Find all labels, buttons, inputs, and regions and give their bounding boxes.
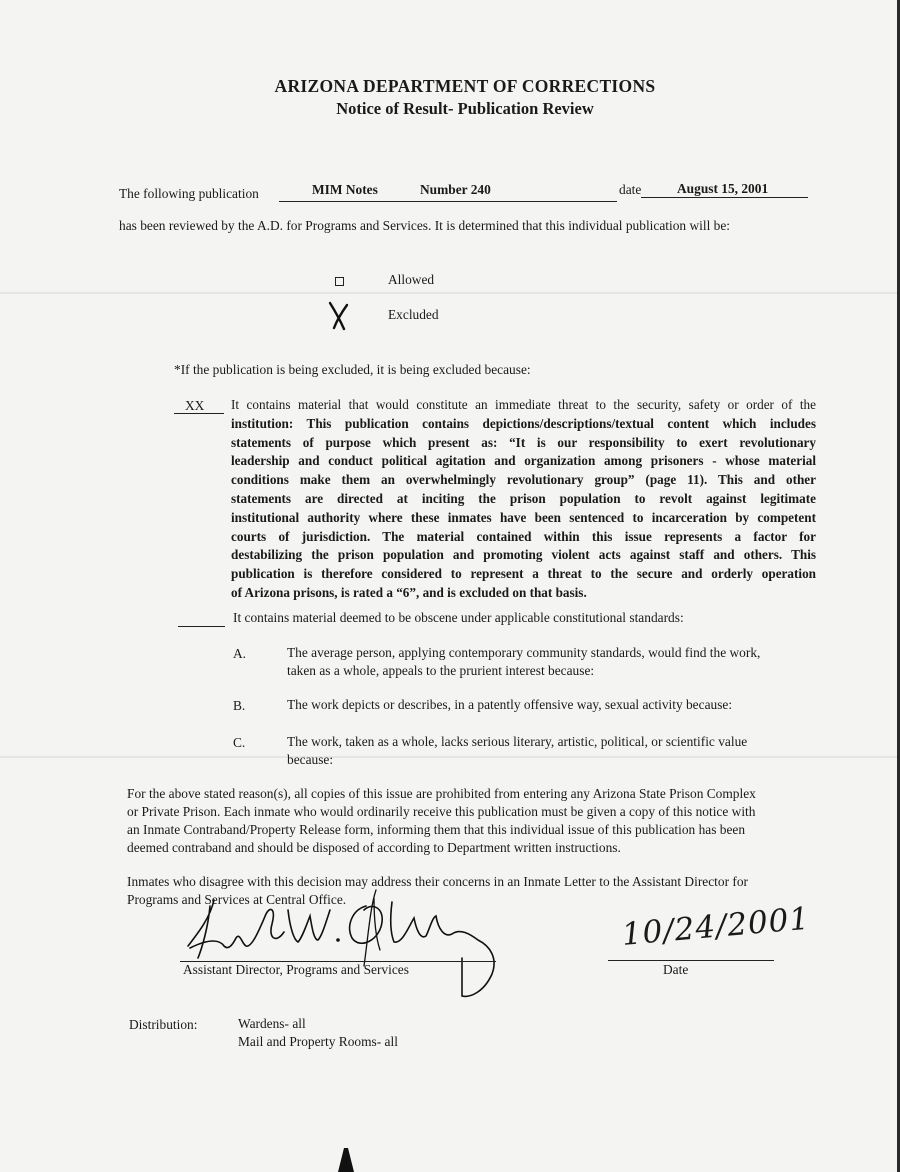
publication-lead: The following publication <box>119 186 259 201</box>
date-label: date <box>619 182 642 197</box>
allowed-label: Allowed <box>388 272 435 287</box>
item-c-line: The work, taken as a whole, lacks serious literary, artistic, political, or scientific value <box>287 734 748 749</box>
reason1-paragraph <box>231 396 816 603</box>
punch-mark <box>336 1146 356 1172</box>
prohibition-line: deemed contraband and should be disposed of according to Department written instructions. <box>127 840 621 855</box>
reason1-line: destabilizing the prison population and promoting violent acts against staff and others. This <box>231 547 816 563</box>
date-underline <box>641 197 808 198</box>
reason1-line: It contains material that would constitute an immediate threat to the security, safety or order of the <box>231 397 816 412</box>
item-b-letter: B. <box>233 698 246 713</box>
distribution-recipient: Wardens- all <box>238 1016 306 1031</box>
item-a-letter: A. <box>233 646 247 661</box>
item-c-letter: C. <box>233 735 246 750</box>
publication-date: August 15, 2001 <box>677 181 769 196</box>
signer-title: Assistant Director, Programs and Services <box>183 962 409 977</box>
reason1-mark: XX <box>185 398 205 413</box>
reason1-line: of Arizona prisons, is rated a “6”, and is excluded on that basis. <box>231 584 587 600</box>
exclusion-intro: *If the publication is being excluded, it is being excluded because: <box>174 362 531 377</box>
reason1-line: statements of purpose which present as: “It is our responsibility to exert revolutionary <box>231 434 816 450</box>
publication-name: MIM Notes <box>312 182 378 197</box>
reason1-line: leadership and conduct political agitation and organization among prisoners - whose material <box>231 453 816 469</box>
prohibition-line: For the above stated reason(s), all copies of this issue are prohibited from entering any Arizona State Prison Complex <box>127 786 756 801</box>
notice-title: Notice of Result- Publication Review <box>336 99 594 118</box>
item-a-line: taken as a whole, appeals to the prurient interest because: <box>287 663 595 678</box>
item-b-line: The work depicts or describes, in a patently offensive way, sexual activity because: <box>287 697 733 712</box>
reason1-line: courts of jurisdiction. The material contained within this issue represents a factor for <box>231 528 816 544</box>
prohibition-line: or Private Prison. Each inmate who would ordinarily receive this publication must be given a copy of this notice with <box>127 804 756 819</box>
item-c-line: because: <box>287 752 334 767</box>
publication-underline <box>279 201 617 202</box>
concerns-line: Inmates who disagree with this decision may address their concerns in an Inmate Letter to the Assistant Director for <box>127 874 748 889</box>
prohibition-line: an Inmate Contraband/Property Release form, informing them that this individual issue of this publication has been <box>127 822 746 837</box>
excluded-label: Excluded <box>388 307 439 322</box>
reason1-line: publication is therefore considered to represent a threat to the secure and orderly operation <box>231 566 816 582</box>
reason1-line: conditions make them an overwhelmingly revolutionary group” (page 11). This and other <box>231 472 816 488</box>
reason1-line: institutional authority where these inmates have been sentenced to incarceration by competent <box>231 509 816 525</box>
review-statement: has been reviewed by the A.D. for Programs and Services. It is determined that this individual publication will be: <box>119 218 730 233</box>
date-caption: Date <box>663 962 689 977</box>
reason2-text: It contains material deemed to be obscene under applicable constitutional standards: <box>233 610 684 625</box>
excluded-x-mark <box>326 300 352 332</box>
allowed-checkbox <box>335 277 344 286</box>
reason1-line: institution: This publication contains depictions/descriptions/textual content which includes <box>231 415 816 431</box>
item-a-line: The average person, applying contemporary community standards, would find the work, <box>287 645 761 660</box>
concerns-line: Programs and Services at Central Office. <box>127 892 347 907</box>
paper-fold <box>0 292 900 294</box>
handwritten-signature <box>180 888 500 1008</box>
publication-number: Number 240 <box>420 182 491 197</box>
distribution-label: Distribution: <box>129 1017 198 1032</box>
reason1-line: statements are directed at inciting the prison population to revolt against legitimate <box>231 490 816 506</box>
date-signature-line <box>608 960 774 961</box>
distribution-recipient: Mail and Property Rooms- all <box>238 1034 398 1049</box>
agency-heading: ARIZONA DEPARTMENT OF CORRECTIONS <box>274 76 656 96</box>
reason2-mark-line <box>178 626 225 627</box>
paper-fold <box>0 756 900 758</box>
handwritten-date: 10/24/2001 <box>620 900 812 953</box>
